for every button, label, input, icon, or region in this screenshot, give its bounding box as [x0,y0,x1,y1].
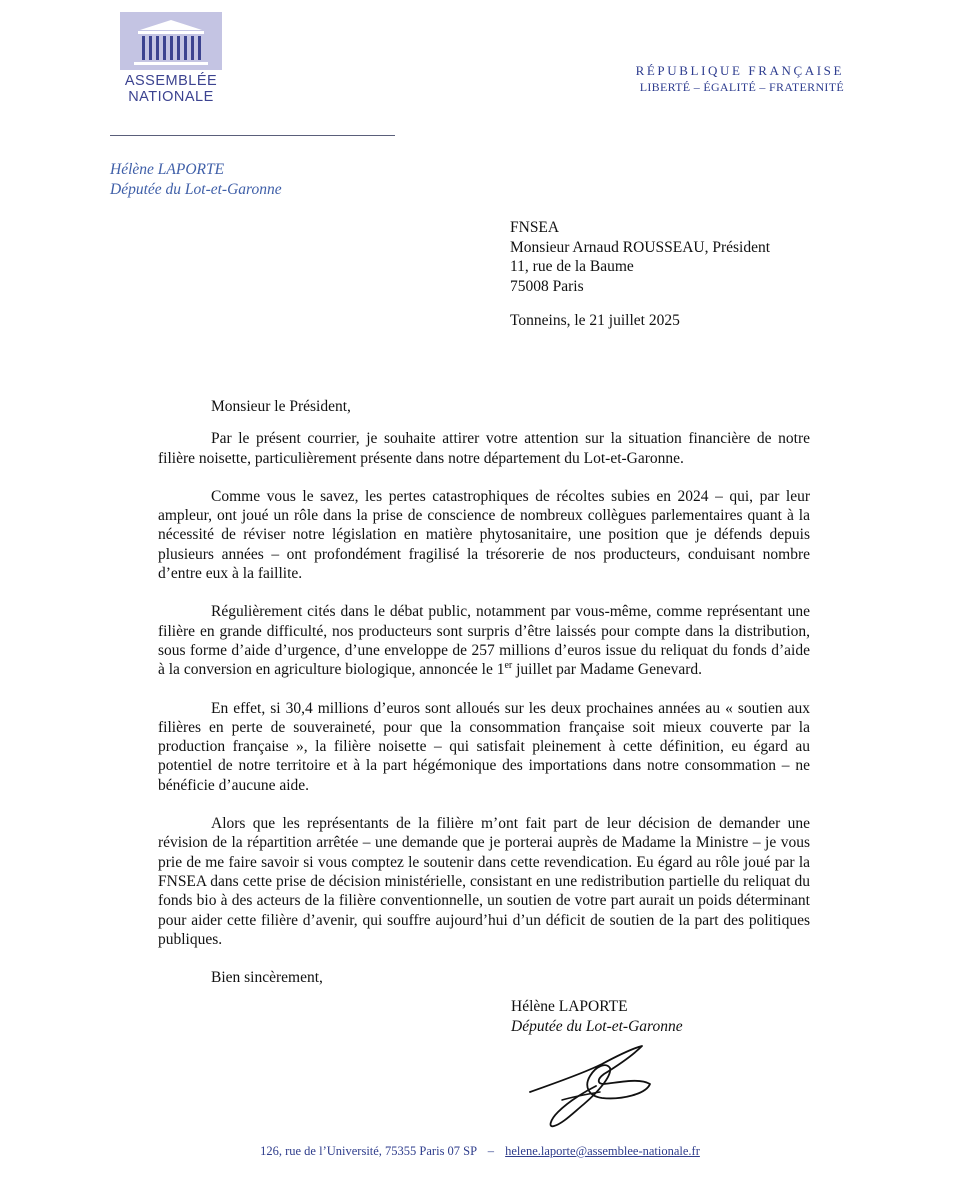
signer-title: Députée du Lot-et-Garonne [511,1018,683,1035]
paragraph-5: Alors que les représentants de la filière m’ont fait part de leur décision de demander une révision de la répartition arrêtée – une demande que je porterai auprès de Madame la Ministre – je vous prie de me faire savoir si vous comptez le soutenir dans cette revendication. Eu égard au rôle joué par la FNSEA dans cette prise de décision ministérielle, consistant en une redistribution partielle du reliquat du fonds bio à des acteurs de la filière conventionnelle, un soutien de votre part aurait un poids déterminant pour aider cette filière d’avenir, qui souffre aujourd’hui d’un déficit de soutien de la part des politiques publiques. [158,815,810,948]
assemblee-building-icon [120,12,222,70]
logo-line-2: NATIONALE [128,89,214,105]
footer-email-link[interactable]: helene.laporte@assemblee-nationale.fr [505,1144,700,1158]
recipient-address [510,218,770,296]
republic-header [636,63,844,95]
footer-separator: – [487,1144,494,1158]
recipient-city: 75008 Paris [510,277,584,295]
recipient-street: 11, rue de la Baume [510,258,634,275]
signature-block [511,997,683,1037]
sender-block [110,160,282,200]
closing: Bien sincèrement, [211,969,323,987]
signer-name: Hélène LAPORTE [511,998,628,1015]
sender-name: Hélène LAPORTE [110,161,225,178]
salutation: Monsieur le Président, [211,398,351,415]
sender-title: Députée du Lot-et-Garonne [110,181,282,198]
paragraph-3-text: Régulièrement cités dans le débat public, notamment par vous-même, comme représentant une filière en grande difficulté, nos producteurs sont surpris d’être laissés pour compte dans la distribution, sous forme d’aide d’urgence, d’une enveloppe de 257 millions d’euros issue du reliquat du fonds d’aide à la conversion en agriculture biologique, annoncée le 1 [158,603,810,679]
recipient-person: Monsieur Arnaud ROUSSEAU, Président [510,238,771,256]
paragraph-3 [158,602,810,679]
paragraph-1: Par le présent courrier, je souhaite attirer votre attention sur la situation financière de notre filière noisette, particulièrement présente dans notre département du Lot-et-Garonne. [158,430,810,467]
place-date: Tonneins, le 21 juillet 2025 [510,312,680,329]
recipient-org: FNSEA [510,219,560,236]
footer-address: 126, rue de l’Université, 75355 Paris 07 SP [260,1144,477,1158]
letter-body [158,397,810,987]
logo-wordmark [110,73,232,105]
header-divider [110,135,395,136]
republic-motto: LIBERTÉ – ÉGALITÉ – FRATERNITÉ [639,80,844,94]
paragraph-4: En effet, si 30,4 millions d’euros sont alloués sur les deux prochaines années au « soutien aux filières en perte de souveraineté, pour que la consommation française soit mieux couverte par la production française », la filière noisette – qui satisfait pleinement à cette définition, eu égard au potentiel de notre territoire et à la part hégémonique des importations dans notre consommation – ne bénéficie d’aucune aide. [158,699,810,794]
paragraph-2: Comme vous le savez, les pertes catastrophiques de récoltes subies en 2024 – qui, par leur ampleur, ont joué un rôle dans la prise de conscience de nombreux collègues parlementaires quant à la nécessité de réviser notre législation en matière phytosanitaire, une position que je défends depuis plusieurs années – ont profondément fragilisé la trésorerie de nos producteurs, conduisant nombre d’entre eux à la faillite. [158,487,810,583]
republic-title: RÉPUBLIQUE FRANÇAISE [635,63,844,78]
logo-line-1: ASSEMBLÉE [124,73,218,89]
paragraph-3-end: juillet par Madame Genevard. [512,661,703,679]
ordinal-superscript: er [504,660,513,672]
footer [0,1143,960,1159]
assemblee-nationale-logo [110,12,232,105]
handwritten-signature [522,1040,662,1130]
